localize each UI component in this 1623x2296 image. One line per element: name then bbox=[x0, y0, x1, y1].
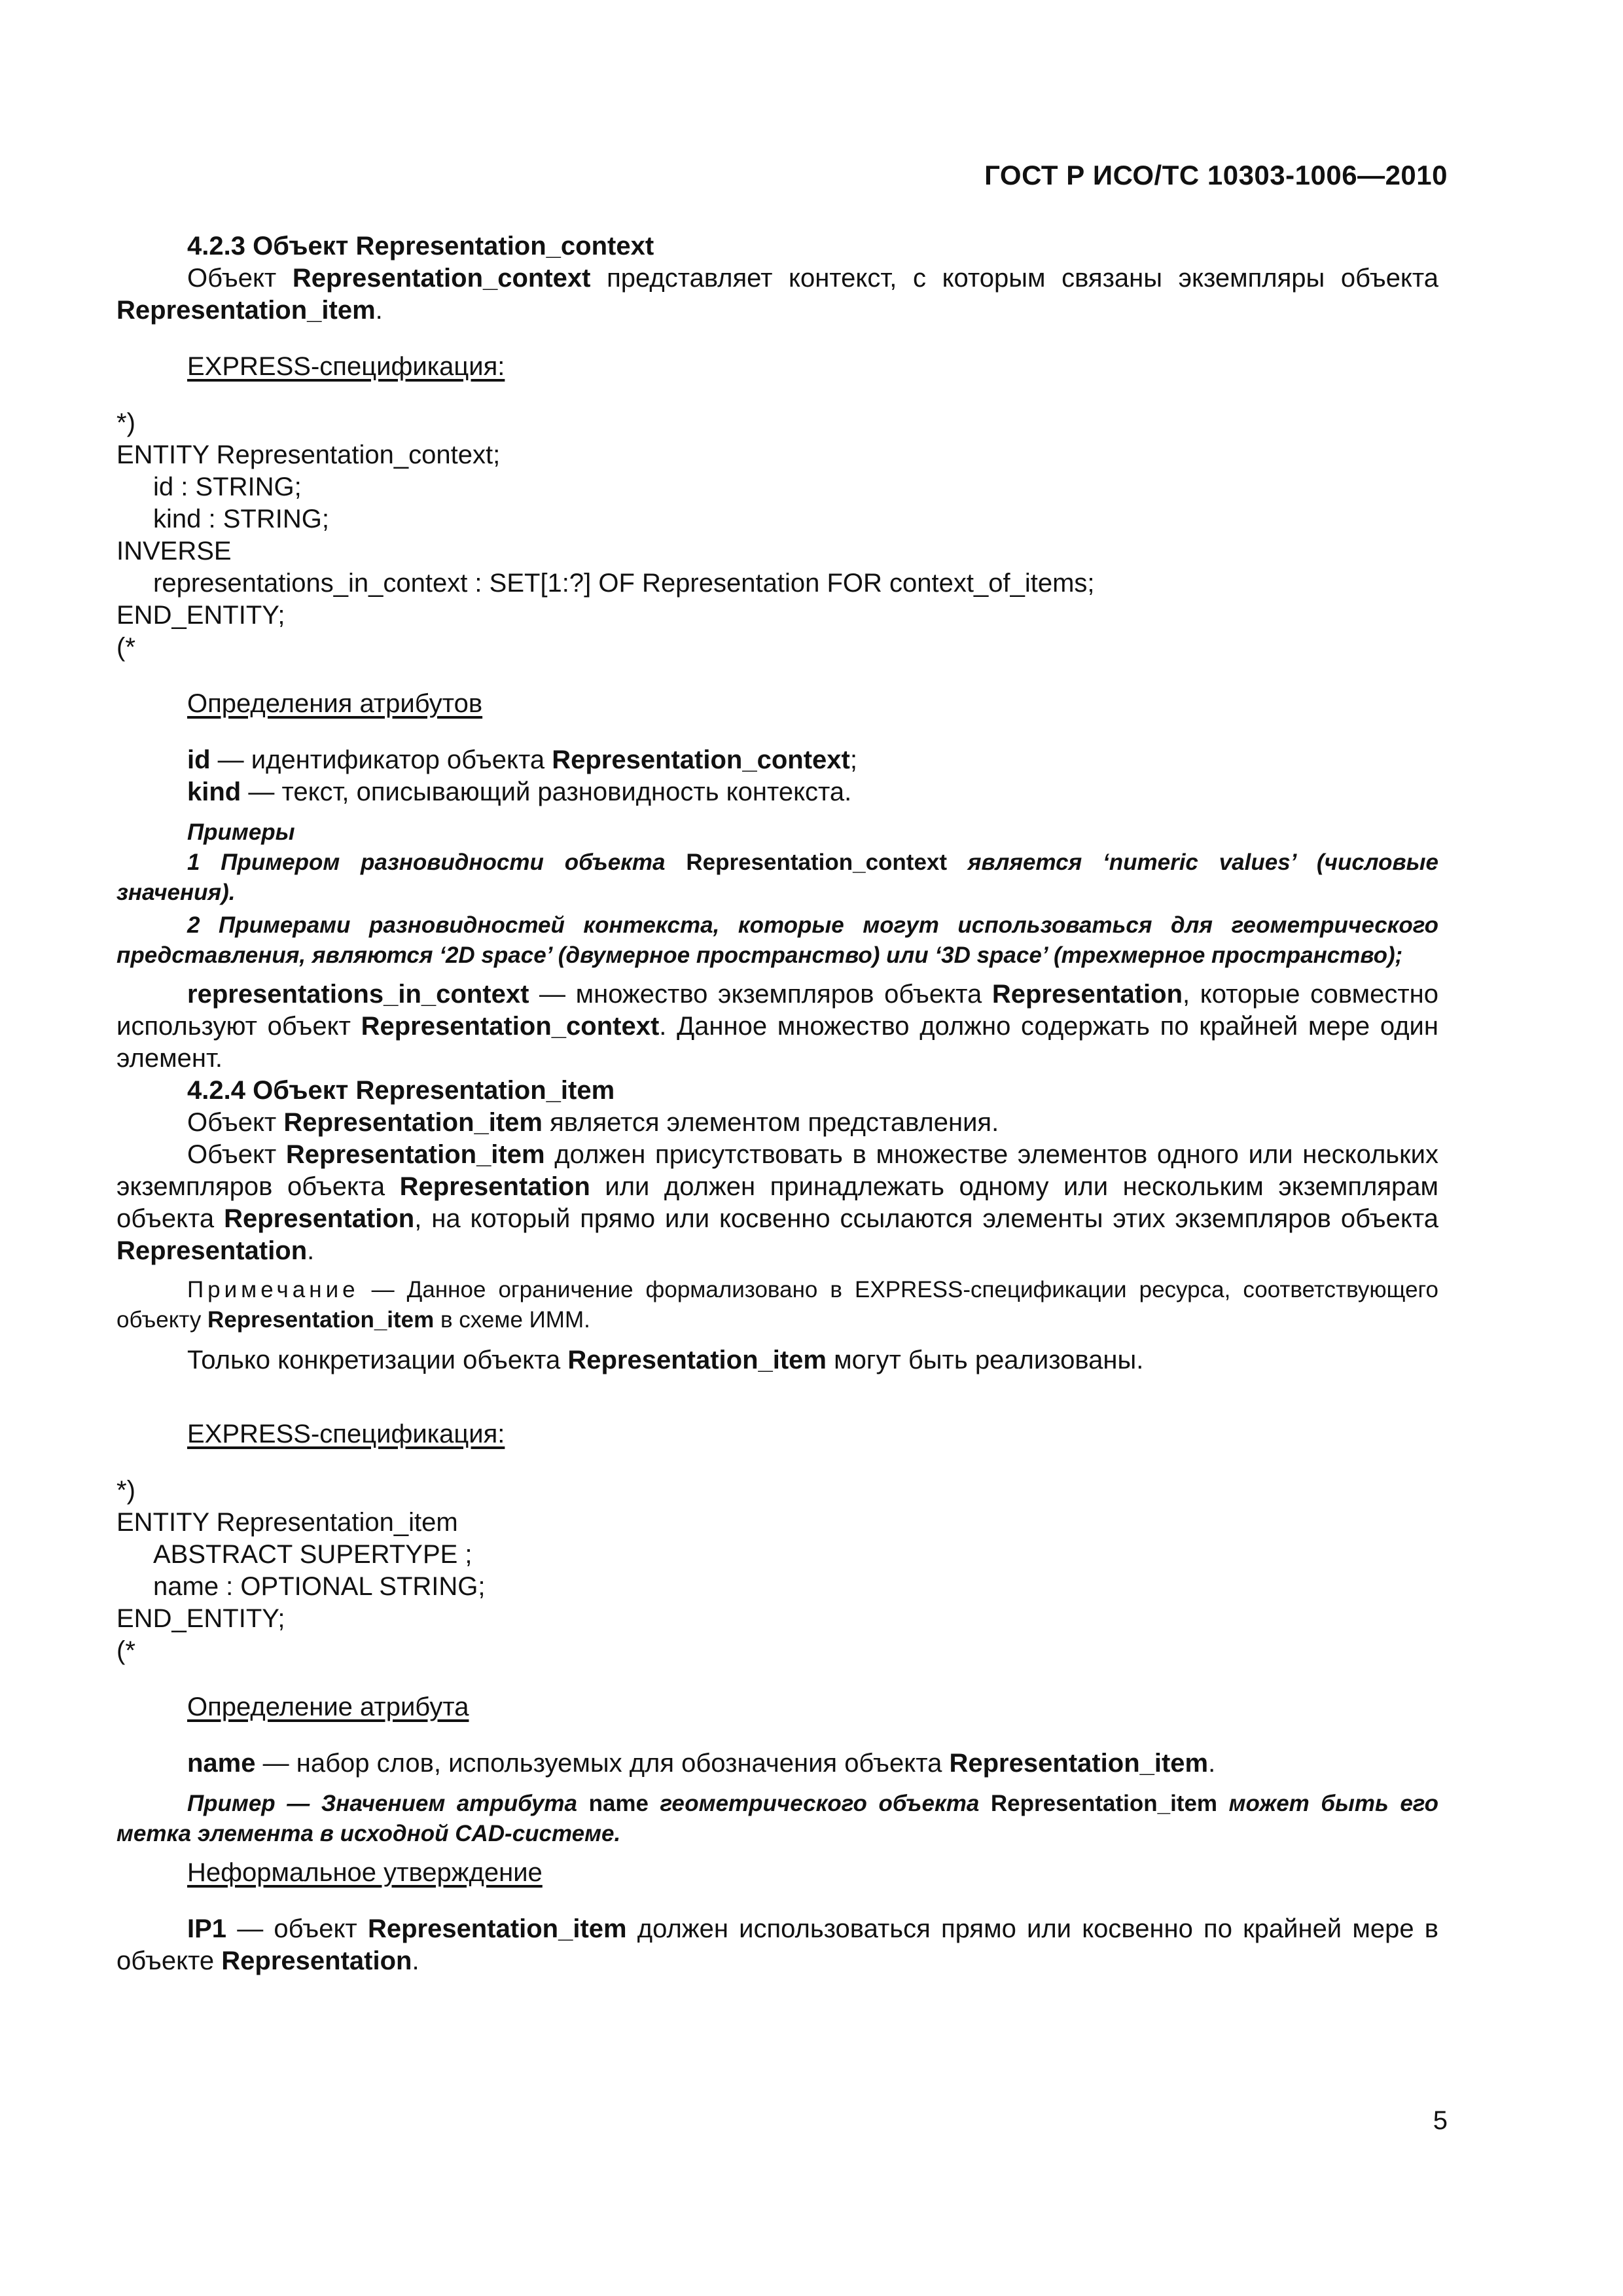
code-line: ENTITY Representation_context; bbox=[116, 440, 501, 469]
paragraph: Объект Representation_item является элементом представления. bbox=[187, 1108, 999, 1137]
attribute-representations-in-context: representations_in_context — множество экземпляров объекта Representation, которые совместно используют объект Representation_context. Данное множество должно содержать по крайней мере один элемент. bbox=[116, 980, 1438, 1073]
informal-proposition-ip1: IP1 — объект Representation_item должен использоваться прямо или косвенно по крайней мере в объекте Representation. bbox=[116, 1914, 1438, 1975]
express-spec-label: EXPRESS-спецификация: bbox=[187, 352, 505, 381]
code-line: *) bbox=[116, 1476, 135, 1505]
section-heading-4-2-4: 4.2.4 Объект Representation_item bbox=[187, 1076, 615, 1105]
paragraph: Объект Representation_item должен присутствовать в множестве элементов одного или нескольких экземпляров объекта Representation или должен принадлежать одному или нескольким экземплярам объекта Representation, на который прямо или косвенно ссылаются элементы этих экземпляров объекта Representation. bbox=[116, 1140, 1439, 1265]
code-line: kind : STRING; bbox=[153, 505, 329, 533]
code-line: representations_in_context : SET[1:?] OF Representation FOR context_of_items; bbox=[153, 569, 1095, 598]
code-line: (* bbox=[116, 1636, 135, 1665]
code-line: END_ENTITY; bbox=[116, 1604, 285, 1633]
code-line: *) bbox=[116, 408, 135, 437]
code-line: INVERSE bbox=[116, 537, 232, 565]
code-line: name : OPTIONAL STRING; bbox=[153, 1572, 486, 1601]
attribute-kind: kind — текст, описывающий разновидность контекста. bbox=[187, 778, 852, 806]
attribute-id: id — идентификатор объекта Representation_context; bbox=[187, 745, 857, 774]
section-heading-4-2-3: 4.2.3 Объект Representation_context bbox=[187, 232, 654, 260]
code-line: (* bbox=[116, 633, 135, 662]
example: Пример — Значением атрибута name геометрического объекта Representation_item может быть его метка элемента в исходной CAD-системе. bbox=[116, 1791, 1438, 1846]
note: Примечание — Данное ограничение формализовано в EXPRESS-спецификации ресурса, соответствующего объекту Representation_item в схеме ИММ. bbox=[116, 1277, 1438, 1333]
code-line: id : STRING; bbox=[153, 473, 302, 501]
example-2: 2 Примерами разновидностей контекста, которые могут использоваться для геометрического представления, являются ‘2D space’ (двумерное пространство) или ‘3D space’ (трехмерное пространство); bbox=[116, 912, 1438, 968]
attribute-name: name — набор слов, используемых для обозначения объекта Representation_item. bbox=[187, 1749, 1216, 1778]
paragraph: Объект Representation_context представляет контекст, с которым связаны экземпляры объекта Representation_item. bbox=[116, 264, 1438, 325]
page-content bbox=[116, 230, 1438, 1977]
express-code-block bbox=[116, 1475, 1438, 1667]
express-spec-label: EXPRESS-спецификация: bbox=[187, 1420, 505, 1448]
paragraph: Только конкретизации объекта Representation_item могут быть реализованы. bbox=[187, 1346, 1144, 1374]
code-line: ENTITY Representation_item bbox=[116, 1508, 458, 1537]
express-code-block bbox=[116, 407, 1438, 664]
attribute-definition-label: Определение атрибута bbox=[187, 1693, 469, 1721]
examples-block bbox=[116, 817, 1438, 971]
document-header: ГОСТ Р ИСО/ТС 10303-1006—2010 bbox=[984, 160, 1448, 190]
code-line: END_ENTITY; bbox=[116, 601, 285, 630]
example-1: 1 Примером разновидности объекта Representation_context является ‘numeric values’ (числовые значения). bbox=[116, 850, 1438, 905]
code-line: ABSTRACT SUPERTYPE ; bbox=[153, 1540, 473, 1569]
examples-title: Примеры bbox=[187, 819, 295, 845]
page-number: 5 bbox=[1433, 2106, 1448, 2135]
attribute-definitions-label: Определения атрибутов bbox=[187, 689, 483, 718]
informal-proposition-label: Неформальное утверждение bbox=[187, 1858, 543, 1887]
